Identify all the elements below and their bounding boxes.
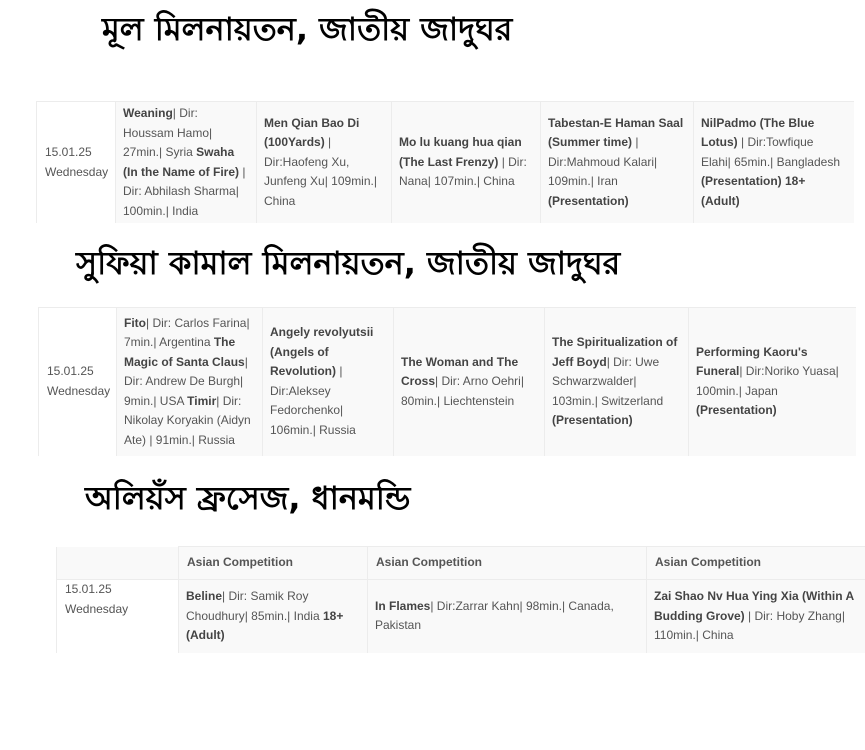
film-title-text: Men Qian Bao Di (100Yards) [264,115,360,150]
film-title-text: Performing Kaoru's Funeral [696,344,808,379]
film-cell [392,102,541,224]
film-cell [116,102,257,224]
film-cell [689,308,856,456]
film-title-text: Swaha (In the Name of Fire) [123,145,240,179]
film-title-text: (Presentation) [696,403,777,418]
film-title-text: The Spiritualization of Jeff Boyd [552,335,678,369]
film-cell [545,308,689,456]
film-details-text: | Dir: Nikolay Koryakin (Aidyn Ate) | 91min.| Russia [124,393,251,447]
film-details-text: | Dir: Hoby Zhang| 110min.| China [654,608,845,642]
film-details-text: | Dir:Aleksey Fedorchenko| 106min.| Russia [270,364,356,437]
film-title-text: NilPadmo (The Blue Lotus) [701,115,815,150]
film-cell [541,102,694,224]
film-details-text: | Dir:Haofeng Xu, Junfeng Xu| 109min.| China [264,135,377,208]
film-title-text: The Magic of Santa Claus [124,335,245,369]
film-title-text: (Presentation) 18+ (Adult) [701,174,806,208]
film-title-text: Timir [187,393,217,408]
film-details-text: | Dir: Samik Roy Choudhury| 85min.| India [186,589,323,623]
schedule-table [36,101,854,223]
film-details-text: | Dir: Carlos Farina| 7min.| Argentina [124,315,250,349]
film-title-text: The Woman and The Cross [401,354,519,388]
date-cell [39,308,117,456]
film-cell [117,308,263,456]
film-title-text: Angely revolyutsii (Angels of Revolution) [270,325,374,379]
column-header: Asian Competition [647,547,865,580]
film-title-text: 18+ (Adult) [186,608,344,642]
film-title-text: Fito [124,315,146,330]
schedule-table [56,546,865,653]
film-details-text: | Dir:Mahmoud Kalari| 109min.| Iran [548,135,658,189]
table-row [39,308,856,456]
film-details-text: | Dir:Zarrar Kahn| 98min.| Canada, Pakistan [375,598,614,633]
film-details-text: | Dir: Arno Oehri| 80min.| Liechtenstein [401,374,524,408]
film-title-text: Weaning [123,106,173,120]
column-header: Asian Competition [368,547,647,580]
film-cell [694,102,854,224]
day-text: Wednesday [45,164,109,179]
venue-heading: মূল মিলনায়তন, জাতীয় জাদুঘর [102,10,513,48]
day-text: Wednesday [47,383,111,398]
film-details-text: | Dir: Uwe Schwarzwalder| 103min.| Switzerland [552,354,664,408]
film-details-text: | Dir: Abhilash Sharma| 100min.| India [123,164,246,218]
film-details-text: | Dir: Nana| 107min.| China [399,154,527,189]
film-title-text: (Presentation) [552,413,633,427]
film-title-text: Beline [186,589,223,603]
table-row [37,102,854,224]
film-title-text: Mo lu kuang hua qian (The Last Frenzy) [399,135,522,169]
table-header-row [57,547,865,580]
film-details-text: | Dir: Houssam Hamo| 27min.| Syria [123,106,213,159]
date-text: 15.01.25 [45,145,92,159]
date-text: 15.01.25 [65,582,112,596]
film-cell [368,580,647,653]
film-details-text: | Dir: Andrew De Burgh| 9min.| USA [124,354,248,408]
header-spacer [57,547,179,580]
column-header: Asian Competition [179,547,368,580]
venue-heading: অলিয়ঁস ফ্রসেজ, ধানমন্ডি [85,479,411,517]
film-cell [263,308,394,456]
day-text: Wednesday [65,601,129,616]
film-details-text: | Dir:Noriko Yuasa| 100min.| Japan [696,364,839,398]
film-cell [394,308,545,456]
schedule-table [38,307,856,456]
date-cell [37,102,116,224]
film-cell [257,102,392,224]
film-cell [647,580,865,653]
film-title-text: In Flames [375,598,431,613]
film-title-text: Tabestan-E Haman Saal (Summer time) [548,115,684,150]
film-cell [179,580,368,653]
film-details-text: | Dir:Towfique Elahi| 65min.| Bangladesh [701,135,840,169]
film-title-text: Zai Shao Nv Hua Ying Xia (Within A Budding Grove) [654,589,854,623]
film-title-text: (Presentation) [548,193,629,208]
date-cell [57,580,179,653]
date-text: 15.01.25 [47,364,94,379]
venue-heading: সুফিয়া কামাল মিলনায়তন, জাতীয় জাদুঘর [76,244,621,282]
table-row [57,580,865,653]
